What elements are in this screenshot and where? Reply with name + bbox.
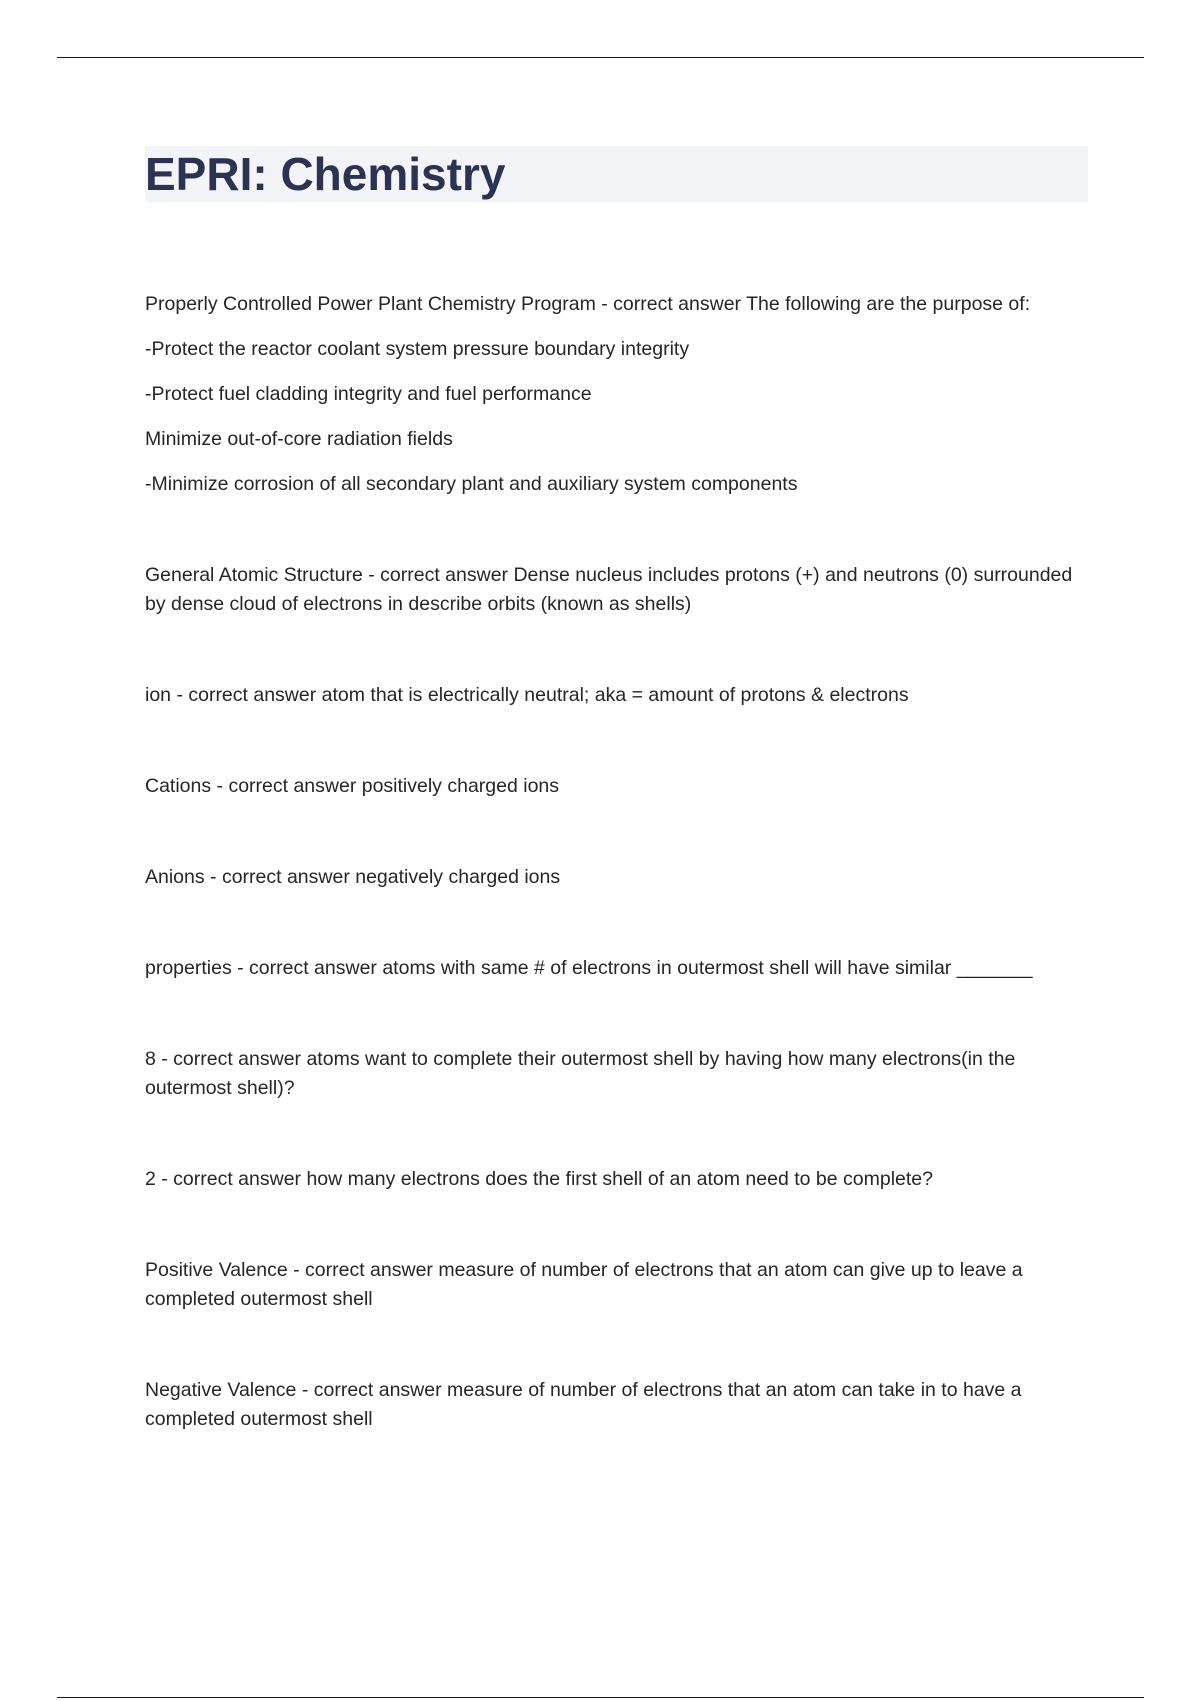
entry-program-purpose (145, 290, 1080, 499)
entry-text: Cations - correct answer positively charged ions (145, 775, 560, 797)
entry-ion (145, 681, 1080, 710)
entry-properties (145, 954, 1080, 983)
entry-bullet: -Minimize corrosion of all secondary plant and auxiliary system components (145, 473, 798, 495)
entry-positive-valence (145, 1256, 1080, 1314)
entry-text: Positive Valence - correct answer measure of number of electrons that an atom can give up to leave a completed outermost shell (145, 1259, 1023, 1310)
document-body (145, 290, 1080, 1434)
entry-text: 2 - correct answer how many electrons does the first shell of an atom need to be complete? (145, 1168, 933, 1190)
entry-text: Negative Valence - correct answer measure of number of electrons that an atom can take in to have a completed outermost shell (145, 1379, 1022, 1430)
entry-bullet: Minimize out-of-core radiation fields (145, 428, 453, 450)
entry-text: Properly Controlled Power Plant Chemistry Program - correct answer The following are the purpose of: (145, 293, 1031, 315)
entry-negative-valence (145, 1376, 1080, 1434)
entry-two (145, 1165, 1080, 1194)
entry-cations (145, 772, 1080, 801)
entry-bullet: -Protect fuel cladding integrity and fuel performance (145, 383, 592, 405)
entry-text: properties - correct answer atoms with same # of electrons in outermost shell will have similar _______ (145, 957, 1033, 979)
entry-text: ion - correct answer atom that is electrically neutral; aka = amount of protons & electrons (145, 684, 909, 706)
bottom-rule (57, 1697, 1144, 1698)
entry-text: 8 - correct answer atoms want to complete their outermost shell by having how many electrons(in the outermost shell)? (145, 1048, 1016, 1099)
entry-text: Anions - correct answer negatively charged ions (145, 866, 561, 888)
top-rule (57, 57, 1144, 58)
entry-atomic-structure (145, 561, 1080, 619)
entry-eight (145, 1045, 1080, 1103)
entry-text: General Atomic Structure - correct answer Dense nucleus includes protons (+) and neutrons (0) surrounded by dense cloud of electrons in describe orbits (known as shells) (145, 564, 1073, 615)
entry-bullet: -Protect the reactor coolant system pressure boundary integrity (145, 338, 690, 360)
page-title: EPRI: Chemistry (145, 148, 506, 200)
entry-anions (145, 863, 1080, 892)
